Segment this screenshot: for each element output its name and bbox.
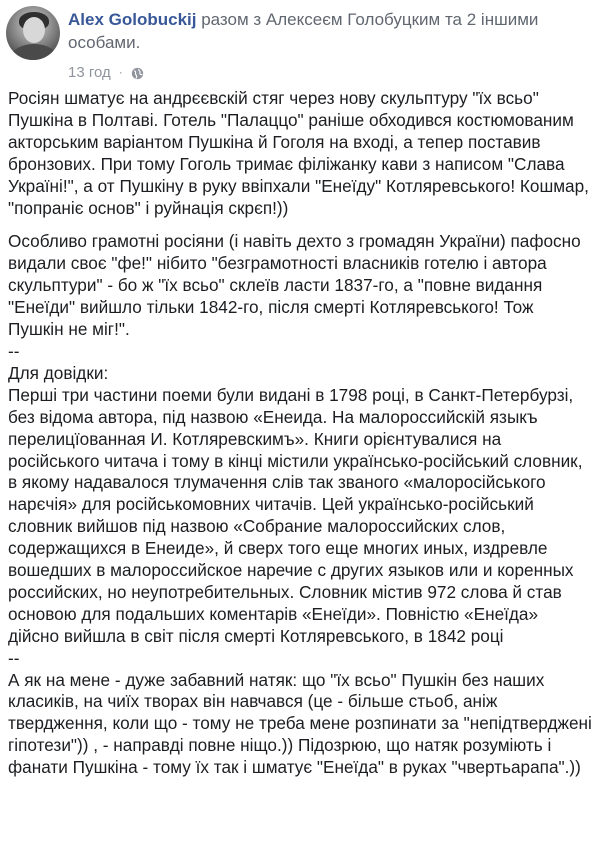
text-line: класиків, на чиїх творах він навчався (це - більше стьоб, аніж xyxy=(8,691,498,712)
text-line: без відома автора, під назвою «Енеида. На малороссийскій языкъ xyxy=(8,406,538,427)
text-line: "попраніє основ" і руйнація скрєп!)) xyxy=(8,197,289,218)
tagged-people-text[interactable]: разом з Алексеєм Голобуцким та 2 іншими особами. xyxy=(68,10,539,52)
text-line: Перші три частини поеми були видані в 1798 році, в Санкт-Петербурзі, xyxy=(8,384,574,405)
text-line: бронзових. При тому Гоголь тримає філіжанку кави з написом "Слава xyxy=(8,153,565,174)
text-line: "Енеїди" вийшло тільки 1842-го, після смерті Котляревського! Тож xyxy=(8,297,534,318)
author-name-link[interactable]: Alex Golobuckij xyxy=(68,10,197,29)
text-line: А як на мене - дуже забавний натяк: що "їх всьо" Пушкін без наших xyxy=(8,669,545,690)
text-line: дійсно вийшла в світ після смерті Котляревського, в 1842 році xyxy=(8,625,504,646)
text-line: фанати Пушкіна - тому їх так і шматує "Енеїда" в руках "чвертьарапа".)) xyxy=(8,757,581,778)
text-line: перелицїованная И. Котляревскимъ». Книги орієнтувалися на xyxy=(8,428,502,449)
paragraph-gap xyxy=(8,219,606,231)
text-line: твердження, коли що - тому не треба мене розпинати за "непідтверджені xyxy=(8,713,592,734)
text-line: Україні!", а от Пушкіну в руку ввіпхали "Енеїду" Котляревського! Кошмар, xyxy=(8,175,589,196)
avatar-shoulders xyxy=(10,44,58,60)
text-line: -- xyxy=(8,340,20,361)
post-paragraph-3 xyxy=(8,341,606,779)
post-meta xyxy=(68,62,144,82)
meta-separator: · xyxy=(118,65,123,79)
text-line: Особливо грамотні росіяни (і навіть дехто з громадян України) пафосно xyxy=(8,231,581,252)
text-line: основою для подальших коментарів «Енеїди». Повністю «Енеїда» xyxy=(8,603,539,624)
text-line: російського читача і тому в кінці містили українсько-російський словник, xyxy=(8,450,583,471)
text-line: нарєчія» для російськомовних читачів. Цей українсько-російський xyxy=(8,494,534,515)
post-content xyxy=(8,88,606,779)
text-line: Росіян шматує на андрєєвскій стяг через нову скульптуру "їх всьо" xyxy=(8,88,539,108)
author-avatar[interactable] xyxy=(6,6,60,60)
text-line: -- xyxy=(8,647,20,668)
text-line: скульптури" - бо ж "їх всьо" склеїв ласти 1837-го, а "повне видання xyxy=(8,275,543,296)
avatar-face xyxy=(23,17,45,43)
text-line: Для довідки: xyxy=(8,362,109,383)
post-timestamp[interactable]: 13 год xyxy=(68,63,111,81)
text-line: словник вийшов під назвою «Собрание малороссийских слов, xyxy=(8,516,506,537)
post-paragraph-1 xyxy=(8,88,606,219)
text-line: российских, но неупотребительных. Словник містив 972 слова й став xyxy=(8,581,562,602)
text-line: видали своє "фе!" нібито "безграмотності власників готелю і автора xyxy=(8,253,547,274)
text-line: вошедших в малороссийское наречие с других языков или и коренных xyxy=(8,560,574,581)
text-line: гіпотези")) , - направді повне ніщо.)) Підозрюю, що натяк розуміють і xyxy=(8,735,552,756)
text-line: акторським варіантом Пушкіна й Гоголя на вході, а тепер поставив xyxy=(8,131,541,152)
text-line: Пушкін не міг!". xyxy=(8,319,130,340)
text-line: содержащихся в Енеиде», й сверх того еще многих иных, издревле xyxy=(8,538,548,559)
text-line: Пушкіна в Полтаві. Готель "Палаццо" раніше обходився костюмованим xyxy=(8,109,574,130)
post-paragraph-2 xyxy=(8,231,606,341)
globe-icon[interactable] xyxy=(131,67,144,80)
post-header xyxy=(6,6,606,86)
post-header-text xyxy=(68,8,604,54)
text-line: в якому надавалося тлумачення слів так званого «малоросійського xyxy=(8,472,546,493)
